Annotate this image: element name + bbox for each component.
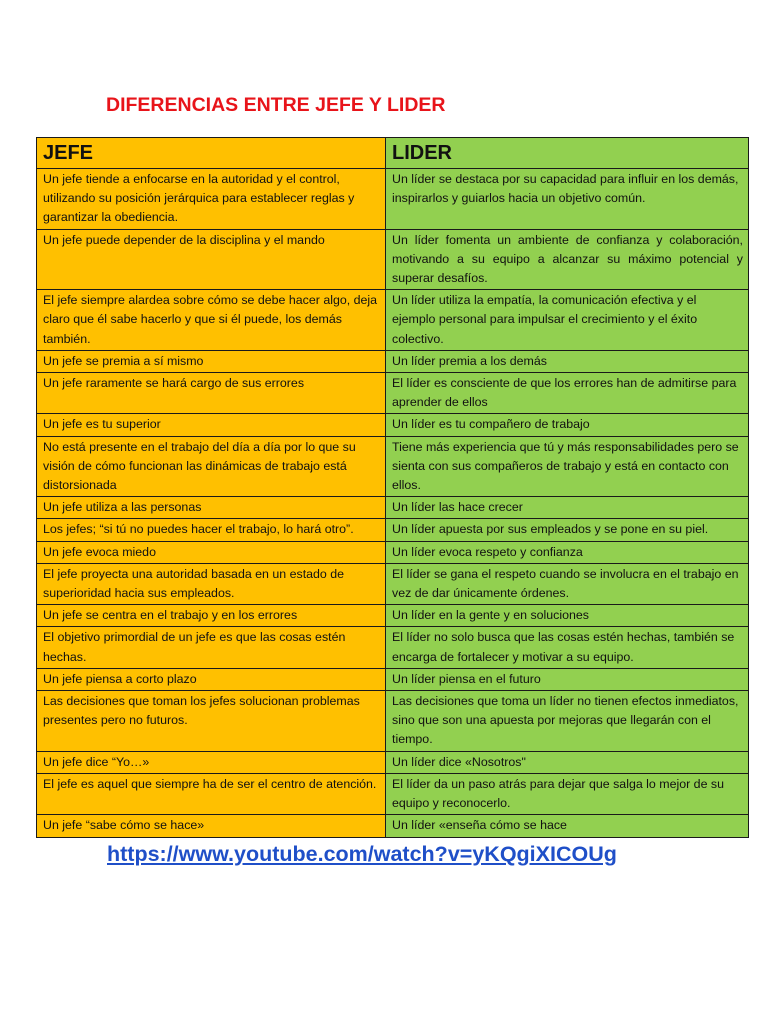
table-row: [37, 350, 749, 372]
table-row: [37, 436, 749, 497]
table-row: [37, 691, 749, 752]
lider-cell: El líder da un paso atrás para dejar que salga lo mejor de su equipo y reconocerlo.: [386, 773, 749, 814]
lider-cell: Un líder evoca respeto y confianza: [386, 541, 749, 563]
lider-cell: Un líder las hace crecer: [386, 497, 749, 519]
jefe-cell: Los jefes; “si tú no puedes hacer el trabajo, lo hará otro”.: [37, 519, 386, 541]
lider-cell: Tiene más experiencia que tú y más responsabilidades pero se sienta con sus compañeros de trabajo y está en contacto con ellos.: [386, 436, 749, 497]
jefe-cell: El objetivo primordial de un jefe es que las cosas estén hechas.: [37, 627, 386, 668]
youtube-link[interactable]: https://www.youtube.com/watch?v=yKQgiXICOUg: [107, 842, 617, 866]
table-row: [37, 414, 749, 436]
lider-cell: Un líder premia a los demás: [386, 350, 749, 372]
lider-cell: Un líder apuesta por sus empleados y se pone en su piel.: [386, 519, 749, 541]
comparison-table: [36, 137, 749, 838]
table-row: [37, 815, 749, 837]
lider-cell: Un líder en la gente y en soluciones: [386, 605, 749, 627]
table-row: [37, 169, 749, 230]
jefe-cell: Un jefe se premia a sí mismo: [37, 350, 386, 372]
jefe-cell: Un jefe puede depender de la disciplina y el mando: [37, 229, 386, 290]
jefe-cell: Un jefe se centra en el trabajo y en los errores: [37, 605, 386, 627]
jefe-cell: Las decisiones que toman los jefes solucionan problemas presentes pero no futuros.: [37, 691, 386, 752]
jefe-cell: Un jefe evoca miedo: [37, 541, 386, 563]
lider-cell: Un líder piensa en el futuro: [386, 668, 749, 690]
document-title: DIFERENCIAS ENTRE JEFE Y LIDER: [106, 94, 446, 116]
jefe-cell: Un jefe utiliza a las personas: [37, 497, 386, 519]
jefe-cell: El jefe proyecta una autoridad basada en un estado de superioridad hacia sus empleados.: [37, 563, 386, 604]
table-row: [37, 668, 749, 690]
jefe-cell: Un jefe “sabe cómo se hace»: [37, 815, 386, 837]
table-header-row: [37, 138, 749, 169]
header-lider: LIDER: [386, 138, 749, 169]
lider-cell: Un líder utiliza la empatía, la comunicación efectiva y el ejemplo personal para impulsar el crecimiento y el éxito colectivo.: [386, 290, 749, 351]
table-row: [37, 229, 749, 290]
lider-cell: Un líder se destaca por su capacidad para influir en los demás, inspirarlos y guiarlos hacia un objetivo común.: [386, 169, 749, 230]
table-row: [37, 751, 749, 773]
jefe-cell: Un jefe raramente se hará cargo de sus errores: [37, 373, 386, 414]
jefe-cell: Un jefe piensa a corto plazo: [37, 668, 386, 690]
lider-cell: El líder se gana el respeto cuando se involucra en el trabajo en vez de dar únicamente órdenes.: [386, 563, 749, 604]
table-row: [37, 773, 749, 814]
table-row: [37, 541, 749, 563]
table-row: [37, 627, 749, 668]
lider-cell: Un líder es tu compañero de trabajo: [386, 414, 749, 436]
jefe-cell: El jefe siempre alardea sobre cómo se debe hacer algo, deja claro que él sabe hacerlo y que si él puede, los demás también.: [37, 290, 386, 351]
jefe-cell: Un jefe es tu superior: [37, 414, 386, 436]
jefe-cell: Un jefe tiende a enfocarse en la autoridad y el control, utilizando su posición jerárquica para establecer reglas y garantizar la obediencia.: [37, 169, 386, 230]
table-row: [37, 605, 749, 627]
table-row: [37, 519, 749, 541]
table-row: [37, 290, 749, 351]
lider-cell: Un líder fomenta un ambiente de confianza y colaboración, motivando a su equipo a alcanzar su máximo potencial y superar desafíos.: [386, 229, 749, 290]
table-row: [37, 373, 749, 414]
lider-cell: El líder no solo busca que las cosas estén hechas, también se encarga de fortalecer y motivar a su equipo.: [386, 627, 749, 668]
lider-cell: Un líder dice «Nosotros": [386, 751, 749, 773]
lider-cell: El líder es consciente de que los errores han de admitirse para aprender de ellos: [386, 373, 749, 414]
table-row: [37, 563, 749, 604]
jefe-cell: Un jefe dice “Yo…»: [37, 751, 386, 773]
table-row: [37, 497, 749, 519]
jefe-cell: El jefe es aquel que siempre ha de ser el centro de atención.: [37, 773, 386, 814]
header-jefe: JEFE: [37, 138, 386, 169]
lider-cell: Las decisiones que toma un líder no tienen efectos inmediatos, sino que son una apuesta por mejoras que llegarán con el tiempo.: [386, 691, 749, 752]
table-body: [37, 169, 749, 838]
jefe-cell: No está presente en el trabajo del día a día por lo que su visión de cómo funcionan las dinámicas de trabajo está distorsionada: [37, 436, 386, 497]
lider-cell: Un líder «enseña cómo se hace: [386, 815, 749, 837]
